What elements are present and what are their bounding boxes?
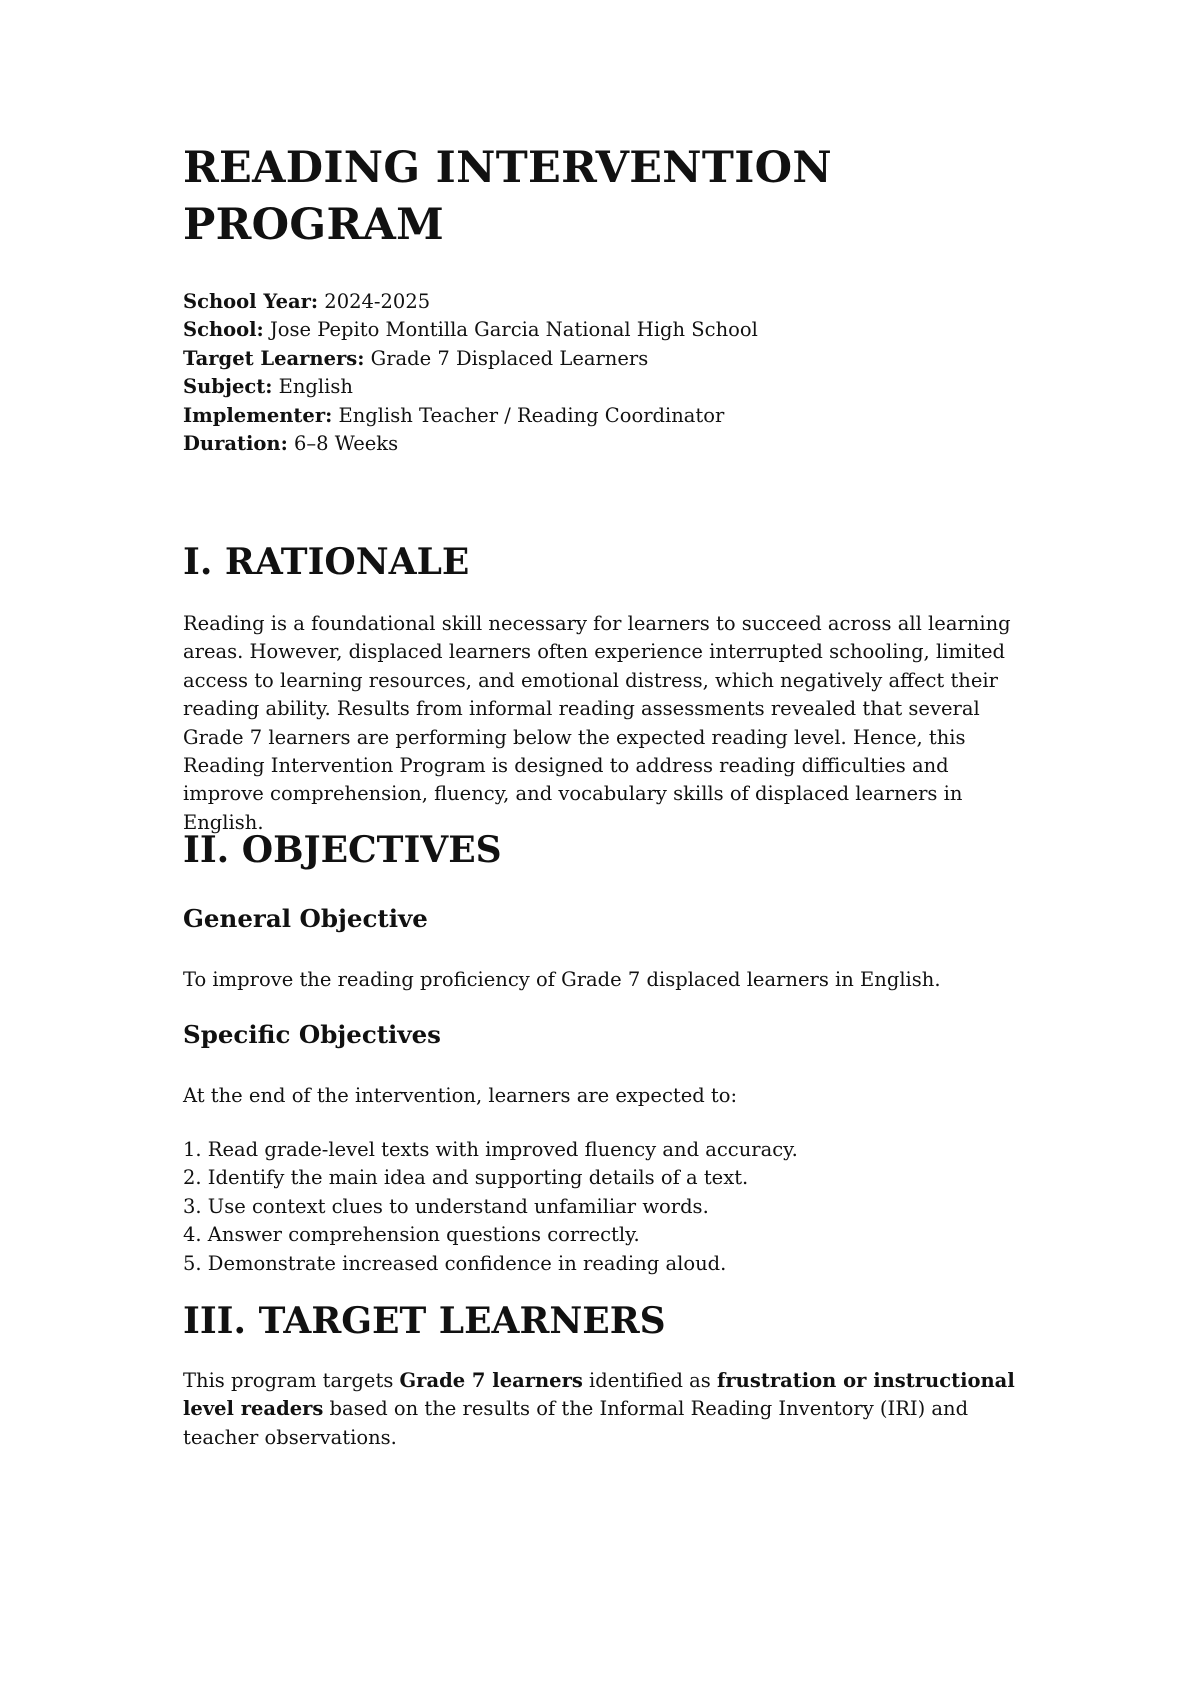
list-item: 1. Read grade-level texts with improved fluency and accuracy. <box>183 1138 798 1161</box>
meta-row-implementer <box>183 402 1033 430</box>
meta-row-school-year <box>183 288 1033 316</box>
meta-row-duration <box>183 430 1033 458</box>
meta-label: School Year: <box>183 290 319 313</box>
document-page <box>183 140 1033 1449</box>
subheading-general-objective: General Objective <box>183 904 428 933</box>
emphasis-grade-7-learners: Grade 7 learners <box>399 1369 583 1392</box>
emphasis-reader-level: frustration or instructional level readers <box>183 1369 1015 1421</box>
meta-value: English <box>272 375 353 399</box>
section-heading-objectives: II. OBJECTIVES <box>183 829 502 871</box>
target-learners-paragraph <box>183 1367 1033 1452</box>
list-item: 2. Identify the main idea and supporting details of a text. <box>183 1166 749 1190</box>
text-run: identified as <box>582 1369 717 1392</box>
program-details <box>183 288 1033 458</box>
specific-objectives-list <box>183 1136 1033 1278</box>
list-item: 3. Use context clues to understand unfamiliar words. <box>183 1194 709 1218</box>
general-objective-text: To improve the reading proficiency of Grade 7 displaced learners in English. <box>183 968 941 991</box>
rationale-paragraph: Reading is a foundational skill necessary for learners to succeed across all learning areas. However, displaced learners often experience interrupted schooling, limited access to learning resources, and emotional distress, which negatively affect their reading ability. Results from informal reading assessments revealed that several Grade 7 learners are performing below the expected reading level. Hence, this Reading Intervention Program is designed to address reading difficulties and improve comprehension, fluency, and vocabulary skills of displaced learners in English. <box>183 612 1011 834</box>
meta-row-target-learners <box>183 345 1033 373</box>
meta-row-school <box>183 316 1033 344</box>
list-item: 4. Answer comprehension questions correctly. <box>183 1223 640 1247</box>
specific-objectives-intro: At the end of the intervention, learners are expected to: <box>183 1084 738 1107</box>
meta-label: Duration: <box>183 432 288 456</box>
meta-row-subject <box>183 373 1033 401</box>
meta-label: Implementer: <box>183 403 333 427</box>
meta-label: School: <box>183 318 264 342</box>
meta-label: Target Learners: <box>183 346 365 370</box>
text-run: This program targets <box>183 1369 400 1392</box>
meta-value: Jose Pepito Montilla Garcia National High School <box>263 318 758 342</box>
meta-value: 2024-2025 <box>318 290 431 313</box>
subheading-specific-objectives: Specific Objectives <box>183 1020 441 1049</box>
list-item: 5. Demonstrate increased confidence in reading aloud. <box>183 1251 727 1275</box>
document-title: READING INTERVENTION PROGRAM <box>183 143 832 250</box>
meta-value: Grade 7 Displaced Learners <box>364 346 649 370</box>
section-heading-target-learners: III. TARGET LEARNERS <box>183 1300 666 1342</box>
text-run: based on the results of the Informal Reading Inventory (IRI) and teacher observations. <box>183 1397 969 1449</box>
section-heading-rationale: I. RATIONALE <box>183 541 470 583</box>
meta-value: 6–8 Weeks <box>287 432 399 456</box>
meta-value: English Teacher / Reading Coordinator <box>332 403 725 427</box>
meta-label: Subject: <box>183 375 273 399</box>
